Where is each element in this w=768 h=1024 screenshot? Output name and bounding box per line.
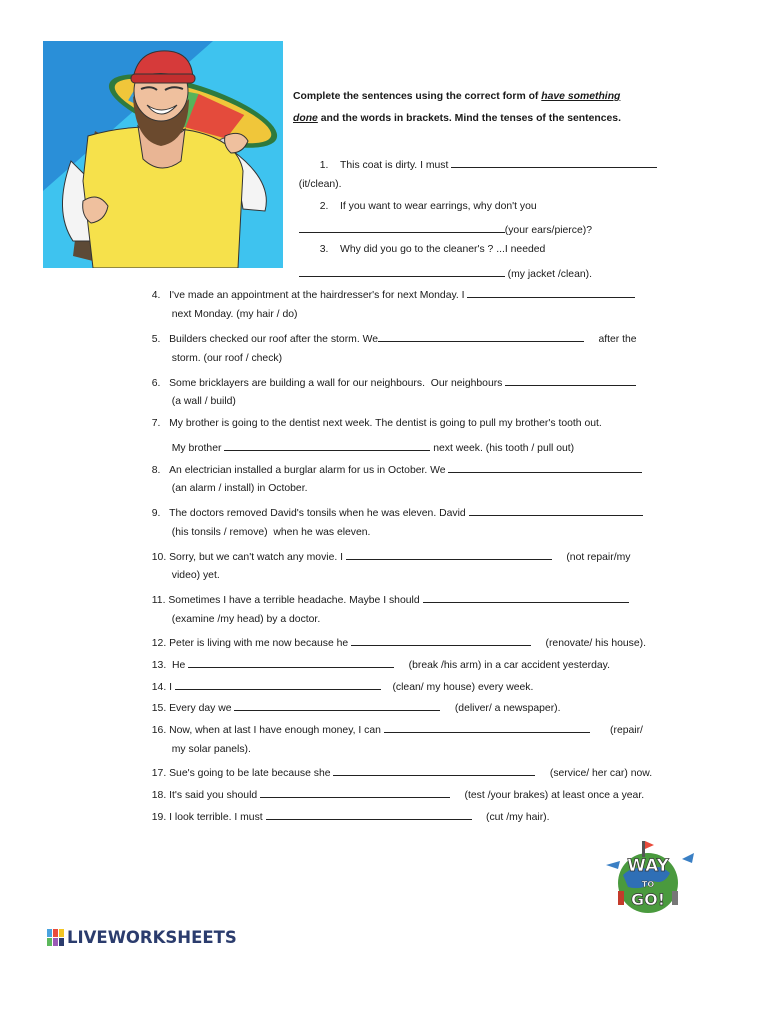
- instructions-emphasis: have something: [541, 91, 621, 102]
- item-text: My brother: [171, 443, 225, 454]
- item-number: 8.: [151, 465, 161, 476]
- item-text: Sue's going to be late because she: [169, 768, 334, 779]
- item-number: 5.: [151, 334, 161, 345]
- instructions-emphasis-2: done: [293, 112, 318, 124]
- liveworksheets-mark-icon: [47, 929, 65, 946]
- item-text: (break /his arm) in a car accident yesterday.: [408, 660, 610, 671]
- item-number: 15.: [151, 703, 167, 714]
- item-text: My brother is going to the dentist next week. The dentist is going to pull my brother's tooth out.: [169, 418, 602, 429]
- item-text: An electrician installed a burglar alarm for us in October. We: [169, 465, 449, 476]
- item-number: 12.: [151, 638, 167, 649]
- item-text: (service/ her car) now.: [549, 768, 653, 779]
- item-number: 3.: [319, 244, 329, 255]
- item-number: 7.: [151, 418, 161, 429]
- item-number: 17.: [151, 768, 167, 779]
- item-text: video) yet.: [171, 570, 220, 581]
- answer-blank[interactable]: [469, 504, 643, 516]
- item-text: The doctors removed David's tonsils when he was eleven. David: [169, 508, 469, 519]
- item-text: next week. (his tooth / pull out): [430, 443, 575, 454]
- logo-word-way: WAY: [627, 856, 669, 876]
- answer-blank[interactable]: [451, 156, 657, 168]
- item-text: (my jacket /clean).: [504, 269, 592, 280]
- item-text: If you want to wear earrings, why don't you: [340, 201, 537, 212]
- item-text: (examine /my head) by a doctor.: [171, 614, 321, 625]
- hipster-skateboard-illustration: [43, 41, 283, 268]
- logo-word-go: GO!: [630, 890, 666, 909]
- item-text: He: [172, 660, 189, 671]
- item-text: (an alarm / install) in October.: [171, 483, 308, 494]
- answer-blank[interactable]: [423, 591, 629, 603]
- answer-blank[interactable]: [448, 461, 642, 473]
- item-text: It's said you should: [169, 790, 261, 801]
- item-number: 14.: [151, 682, 167, 693]
- item-text: next Monday. (my hair / do): [171, 309, 298, 320]
- item-text: my solar panels).: [171, 744, 251, 755]
- liveworksheets-wordmark: LIVEWORKSHEETS: [67, 927, 237, 947]
- item-text: storm. (our roof / check): [171, 353, 283, 364]
- answer-blank[interactable]: [266, 808, 472, 820]
- item-text: Builders checked our roof after the storm. We: [169, 334, 378, 345]
- item-number: 19.: [151, 812, 167, 823]
- item-text: Every day we: [169, 703, 235, 714]
- way-to-go-logo: [598, 835, 698, 923]
- exercise-item-19: [146, 794, 550, 825]
- item-number: 1.: [319, 160, 329, 171]
- answer-blank[interactable]: [467, 286, 635, 298]
- item-text: (deliver/ a newspaper).: [454, 703, 561, 714]
- item-number: 10.: [151, 552, 167, 563]
- instructions-text-end: and the words in brackets. Mind the tenses of the sentences.: [317, 112, 621, 124]
- item-number: 18.: [151, 790, 167, 801]
- item-text: (repair/: [610, 725, 643, 736]
- item-number: 13.: [151, 660, 167, 671]
- item-text: (it/clean).: [298, 179, 342, 190]
- item-number: 2.: [319, 201, 329, 212]
- instructions: [293, 86, 673, 129]
- instructions-text-start: Complete the sentences using the correct form of: [293, 91, 542, 102]
- answer-blank[interactable]: [384, 721, 590, 733]
- item-text: This coat is dirty. I must: [340, 160, 452, 171]
- item-text: Why did you go to the cleaner's ? ...I needed: [340, 244, 546, 255]
- item-text: (clean/ my house) every week.: [392, 682, 534, 693]
- item-text: I look terrible. I must: [169, 812, 266, 823]
- answer-blank[interactable]: [378, 330, 584, 342]
- item-text: (cut /my hair).: [486, 812, 550, 823]
- item-number: 11.: [151, 595, 166, 606]
- item-text: (renovate/ his house).: [545, 638, 646, 649]
- logo-word-to: TO: [641, 880, 655, 889]
- item-text: Some bricklayers are building a wall for our neighbours. Our neighbours: [169, 378, 506, 389]
- item-text: I've made an appointment at the hairdresser's for next Monday. I: [169, 290, 468, 301]
- item-text: after the: [598, 334, 637, 345]
- item-text: Sorry, but we can't watch any movie. I: [169, 552, 346, 563]
- item-number: 4.: [151, 290, 161, 301]
- item-text: Peter is living with me now because he: [169, 638, 352, 649]
- liveworksheets-logo: [47, 926, 237, 948]
- item-number: 16.: [151, 725, 167, 736]
- item-number: 6.: [151, 378, 161, 389]
- item-text: Sometimes I have a terrible headache. Maybe I should: [168, 595, 423, 606]
- item-number: 9.: [151, 508, 161, 519]
- exercise-item-1: [314, 142, 657, 173]
- answer-blank[interactable]: [346, 548, 552, 560]
- item-text: (test /your brakes) at least once a year.: [464, 790, 645, 801]
- item-text: (his tonsils / remove) when he was eleven.: [171, 527, 371, 538]
- item-text: (a wall / build): [171, 396, 236, 407]
- item-text: I: [169, 682, 175, 693]
- item-text: (not repair/my: [566, 552, 631, 563]
- item-text: (your ears/pierce)?: [504, 225, 592, 236]
- answer-blank[interactable]: [505, 374, 636, 386]
- item-text: Now, when at last I have enough money, I can: [169, 725, 384, 736]
